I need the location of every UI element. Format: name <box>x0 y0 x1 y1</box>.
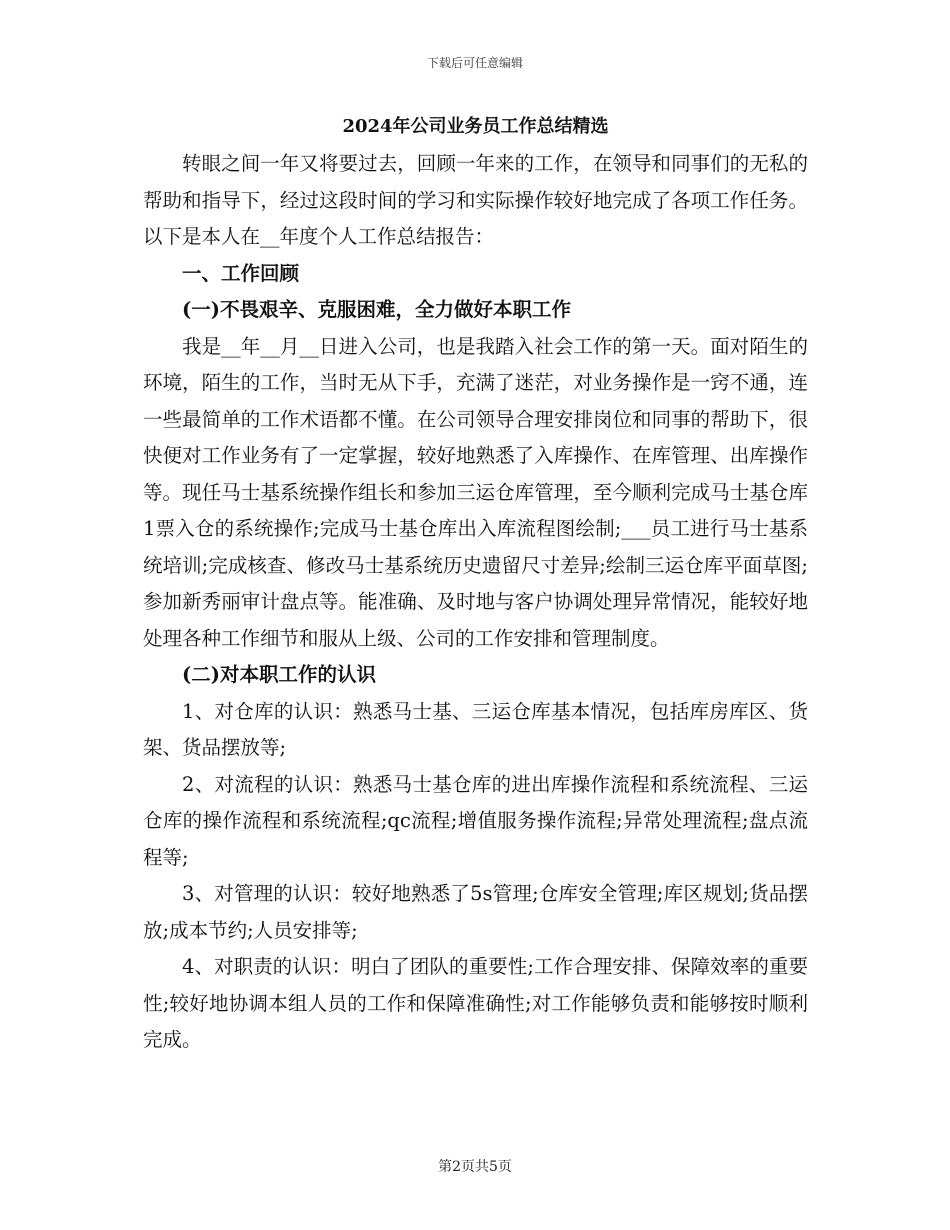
list-item: 3、对管理的认识：较好地熟悉了5s管理;仓库安全管理;库区规划;货品摆放;成本节约;人员安排等; <box>143 882 808 942</box>
list-item: 2、对流程的认识：熟悉马士基仓库的进出库操作流程和系统流程、三运仓库的操作流程和系统流程;qc流程;增值服务操作流程;异常处理流程;盘点流程等; <box>143 772 808 869</box>
subsection-1-paragraph: 我是__年__月__日进入公司，也是我踏入社会工作的第一天。面对陌生的环境，陌生的工作，当时无从下手，充满了迷茫，对业务操作是一窍不通，连一些最简单的工作术语都不懂。在公司领导合理安排岗位和同事的帮助下，很快便对工作业务有了一定掌握，较好地熟悉了入库操作、在库管理、出库操作等。现任马士基系统操作组长和参加三运仓库管理，至今顺利完成马士基仓库1票入仓的系统操作;完成马士基仓库出入库流程图绘制;___员工进行马士基系统培训;完成核查、修改马士基系统历史遗留尺寸差异;绘制三运仓库平面草图;参加新秀丽审计盘点等。能准确、及时地与客户协调处理异常情况，能较好地处理各种工作细节和服从上级、公司的工作安排和管理制度。 <box>143 334 808 650</box>
intro-paragraph: 转眼之间一年又将要过去，回顾一年来的工作，在领导和同事们的无私的帮助和指导下，经过这段时间的学习和实际操作较好地完成了各项工作任务。以下是本人在__年度个人工作总结报告： <box>143 152 808 248</box>
subsection-heading-2: (二)对本职工作的认识 <box>182 663 376 686</box>
document-body <box>143 112 808 1059</box>
subsection-heading-1: (一)不畏艰辛、克服困难，全力做好本职工作 <box>182 298 571 321</box>
list-item: 1、对仓库的认识：熟悉马士基、三运仓库基本情况，包括库房库区、货架、货品摆放等; <box>143 699 808 759</box>
section-heading-review: 一、工作回顾 <box>182 261 300 285</box>
page-indicator: 第2页共5页 <box>438 1159 512 1175</box>
header-note: 下载后可任意编辑 <box>426 56 523 70</box>
document-title: 2024年公司业务员工作总结精选 <box>342 116 609 137</box>
list-item: 4、对职责的认识：明白了团队的重要性;工作合理安排、保障效率的重要性;较好地协调本组人员的工作和保障准确性;对工作能够负责和能够按时顺利完成。 <box>143 955 808 1051</box>
